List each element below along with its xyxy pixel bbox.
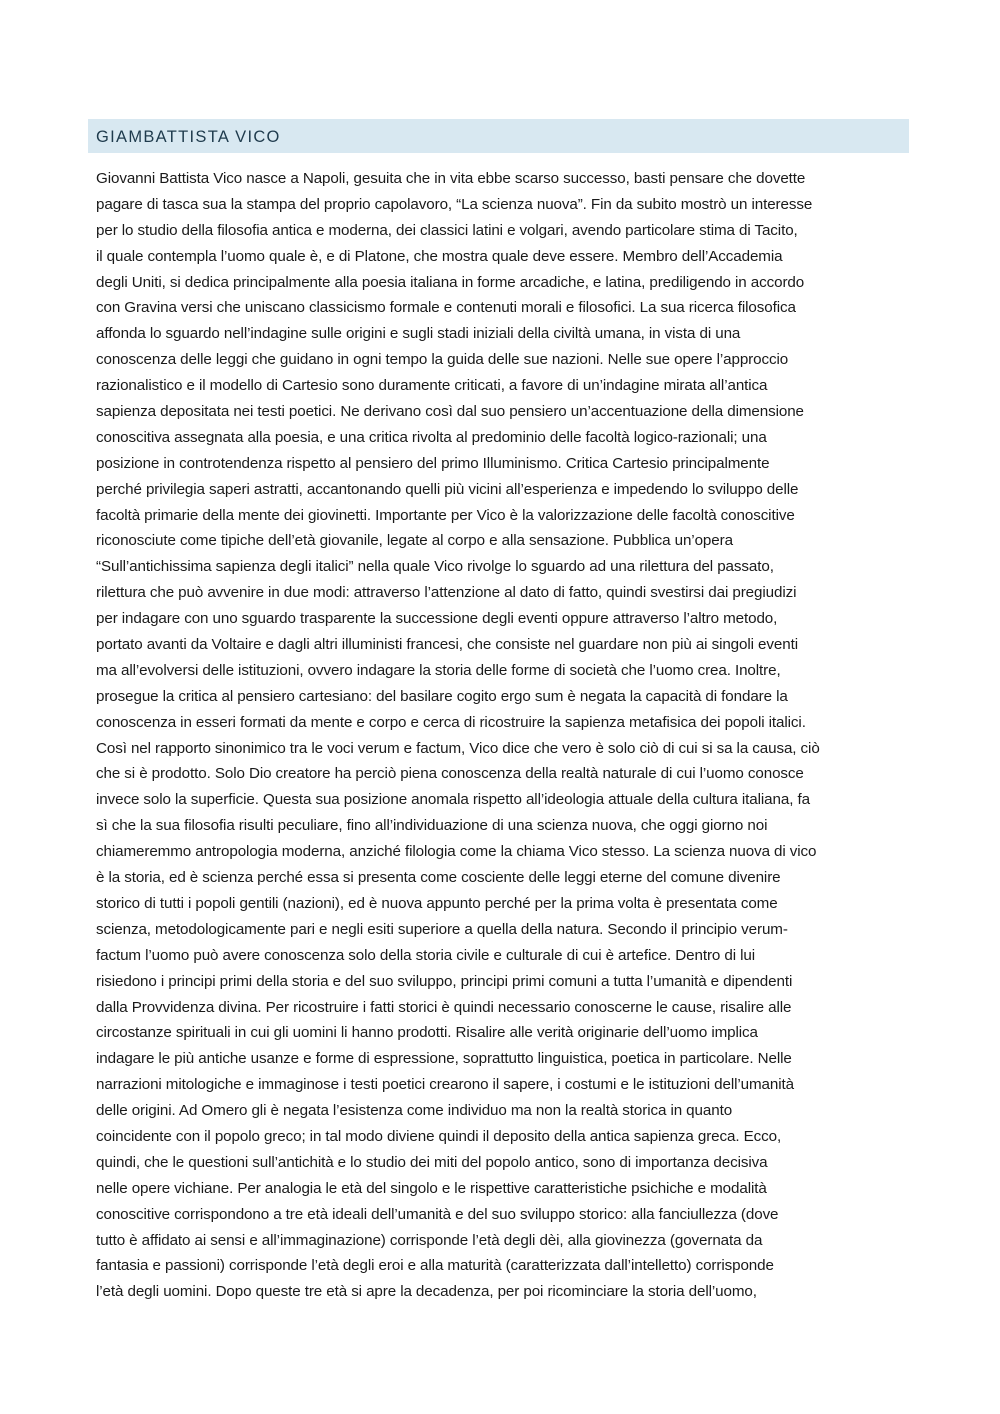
text-line: chiameremmo antropologia moderna, anziché filologia come la chiama Vico stesso. La scienza nuova di vico [96, 843, 817, 861]
text-line: dalla Provvidenza divina. Per ricostruire i fatti storici è quindi necessario conoscerne le cause, risalire alle [96, 998, 792, 1016]
text-line: il quale contempla l’uomo quale è, e di Platone, che mostra quale deve essere. Membro dell’Accademia [96, 247, 783, 265]
text-line: razionalistico e il modello di Cartesio sono duramente criticati, a favore di un’indagine mirata all’antica [96, 377, 768, 395]
text-line: quindi, che le questioni sull’antichità e lo studio dei miti del popolo antico, sono di importanza decisiva [96, 1153, 768, 1171]
text-line: degli Uniti, si dedica principalmente alla poesia italiana in forme arcadiche, e latina, prediligendo in accordo [96, 273, 805, 291]
text-line: circostanze spirituali in cui gli uomini li hanno prodotti. Risalire alle verità originarie dell’uomo implica [96, 1024, 758, 1042]
text-line: per lo studio della filosofia antica e moderna, dei classici latini e volgari, avendo particolare stima di Tacito, [96, 221, 798, 239]
text-line: conoscitive corrispondono a tre età ideali dell’umanità e del suo sviluppo storico: alla fanciullezza (dove [96, 1205, 779, 1223]
text-line: delle origini. Ad Omero gli è negata l’esistenza come individuo ma non la realtà storica in quanto [96, 1102, 733, 1120]
text-line: conoscenza delle leggi che guidano in ogni tempo la guida delle sue nazioni. Nelle sue opere l’approccio [96, 351, 789, 369]
text-line: posizione in controtendenza rispetto al pensiero del primo Illuminismo. Critica Cartesio principalmente [96, 454, 770, 472]
text-line: “Sull’antichissima sapienza degli italici” nella quale Vico rivolge lo sguardo ad una rilettura del passato, [96, 558, 774, 576]
text-line: è la storia, ed è scienza perché essa si presenta come cosciente delle leggi eterne del comune divenire [96, 869, 781, 887]
text-line: per indagare con uno sguardo trasparente la successione degli eventi oppure attraverso l’altro metodo, [96, 610, 778, 628]
text-line: che si è prodotto. Solo Dio creatore ha perciò piena conoscenza della realtà naturale di cui l’uomo conosce [96, 765, 804, 783]
text-line: tutto è affidato ai sensi e all’immaginazione) corrisponde l’età degli dèi, alla giovinezza (governata da [96, 1231, 763, 1249]
page-title: GIAMBATTISTA VICO [96, 128, 281, 146]
text-line: facoltà primarie della mente dei giovinetti. Importante per Vico è la valorizzazione delle facoltà conoscitive [96, 506, 795, 524]
text-line: Giovanni Battista Vico nasce a Napoli, gesuita che in vita ebbe scarso successo, basti pensare che dovette [96, 170, 806, 187]
text-line: conoscenza in esseri formati da mente e corpo e cerca di ricostruire la sapienza metafisica dei popoli italici. [96, 713, 806, 731]
body-paragraph [96, 166, 909, 1305]
text-line: nelle opere vichiane. Per analogia le età del singolo e le rispettive caratteristiche psichiche e modalità [96, 1179, 767, 1197]
text-line: storico di tutti i popoli gentili (nazioni), ed è nuova appunto perché per la prima volta è presentata come [96, 894, 778, 912]
text-line: con Gravina versi che uniscano classicismo formale e contenuti morali e filosofici. La sua ricerca filosofica [96, 299, 796, 317]
text-line: pagare di tasca sua la stampa del proprio capolavoro, “La scienza nuova”. Fin da subito mostrò un interesse [96, 195, 813, 213]
text-line: l’età degli uomini. Dopo queste tre età si apre la decadenza, per poi ricominciare la storia dell’uomo, [96, 1283, 757, 1301]
text-line: Così nel rapporto sinonimico tra le voci verum e factum, Vico dice che vero è solo ciò di cui si sa la causa, ciò [96, 739, 820, 757]
text-line: fantasia e passioni) corrisponde l’età degli eroi e alla maturità (caratterizzata dall’intelletto) corrisponde [96, 1257, 774, 1275]
text-line: conoscitiva assegnata alla poesia, e una critica rivolta al predominio delle facoltà logico-razionali; una [96, 428, 767, 446]
text-line: prosegue la critica al pensiero cartesiano: del basilare cogito ergo sum è negata la capacità di fondare la [96, 687, 788, 705]
text-line: rilettura che può avvenire in due modi: attraverso l’attenzione al dato di fatto, quindi svestirsi dai pregiudizi [96, 584, 797, 602]
text-line: affonda lo sguardo nell’indagine sulle origini e sugli stadi iniziali della civiltà umana, in vista di una [96, 325, 741, 343]
text-line: coincidente con il popolo greco; in tal modo diviene quindi il deposito della antica sapienza greca. Ecco, [96, 1127, 782, 1145]
text-line: riconosciute come tipiche dell’età giovanile, legate al corpo e alla sensazione. Pubblica un’opera [96, 532, 733, 550]
text-line: risiedono i principi primi della storia e del suo sviluppo, principi primi comuni a tutta l’umanità e dipendenti [96, 972, 793, 990]
text-line: factum l’uomo può avere conoscenza solo della storia civile e culturale di cui è artefice. Dentro di lui [96, 946, 756, 964]
text-line: sapienza depositata nei testi poetici. Ne derivano così dal suo pensiero un’accentuazione della dimensione [96, 403, 804, 421]
text-line: narrazioni mitologiche e immaginose i testi poetici crearono il sapere, i costumi e le istituzioni dell’umanità [96, 1076, 794, 1094]
text-line: perché privilegia saperi astratti, accantonando quelli più vicini all’esperienza e impedendo lo sviluppo delle [96, 480, 799, 498]
text-line: scienza, metodologicamente pari e negli esiti superiore a quella della natura. Secondo il principio verum- [96, 920, 788, 938]
text-line: sì che la sua filosofia risulti peculiare, fino all’individuazione di una scienza nuova, che oggi giorno noi [96, 817, 768, 835]
text-line: ma all’evolversi delle istituzioni, ovvero indagare la storia delle forme di società che l’uomo crea. Inoltre, [96, 661, 781, 679]
text-line: indagare le più antiche usanze e forme di espressione, soprattutto linguistica, poetica in particolare. Nelle [96, 1050, 792, 1068]
text-line: portato avanti da Voltaire e dagli altri illuministi francesi, che consiste nel guardare non più ai singoli eventi [96, 636, 798, 654]
text-line: invece solo la superficie. Questa sua posizione anomala rispetto all’ideologia attuale della cultura italiana, fa [96, 791, 810, 809]
